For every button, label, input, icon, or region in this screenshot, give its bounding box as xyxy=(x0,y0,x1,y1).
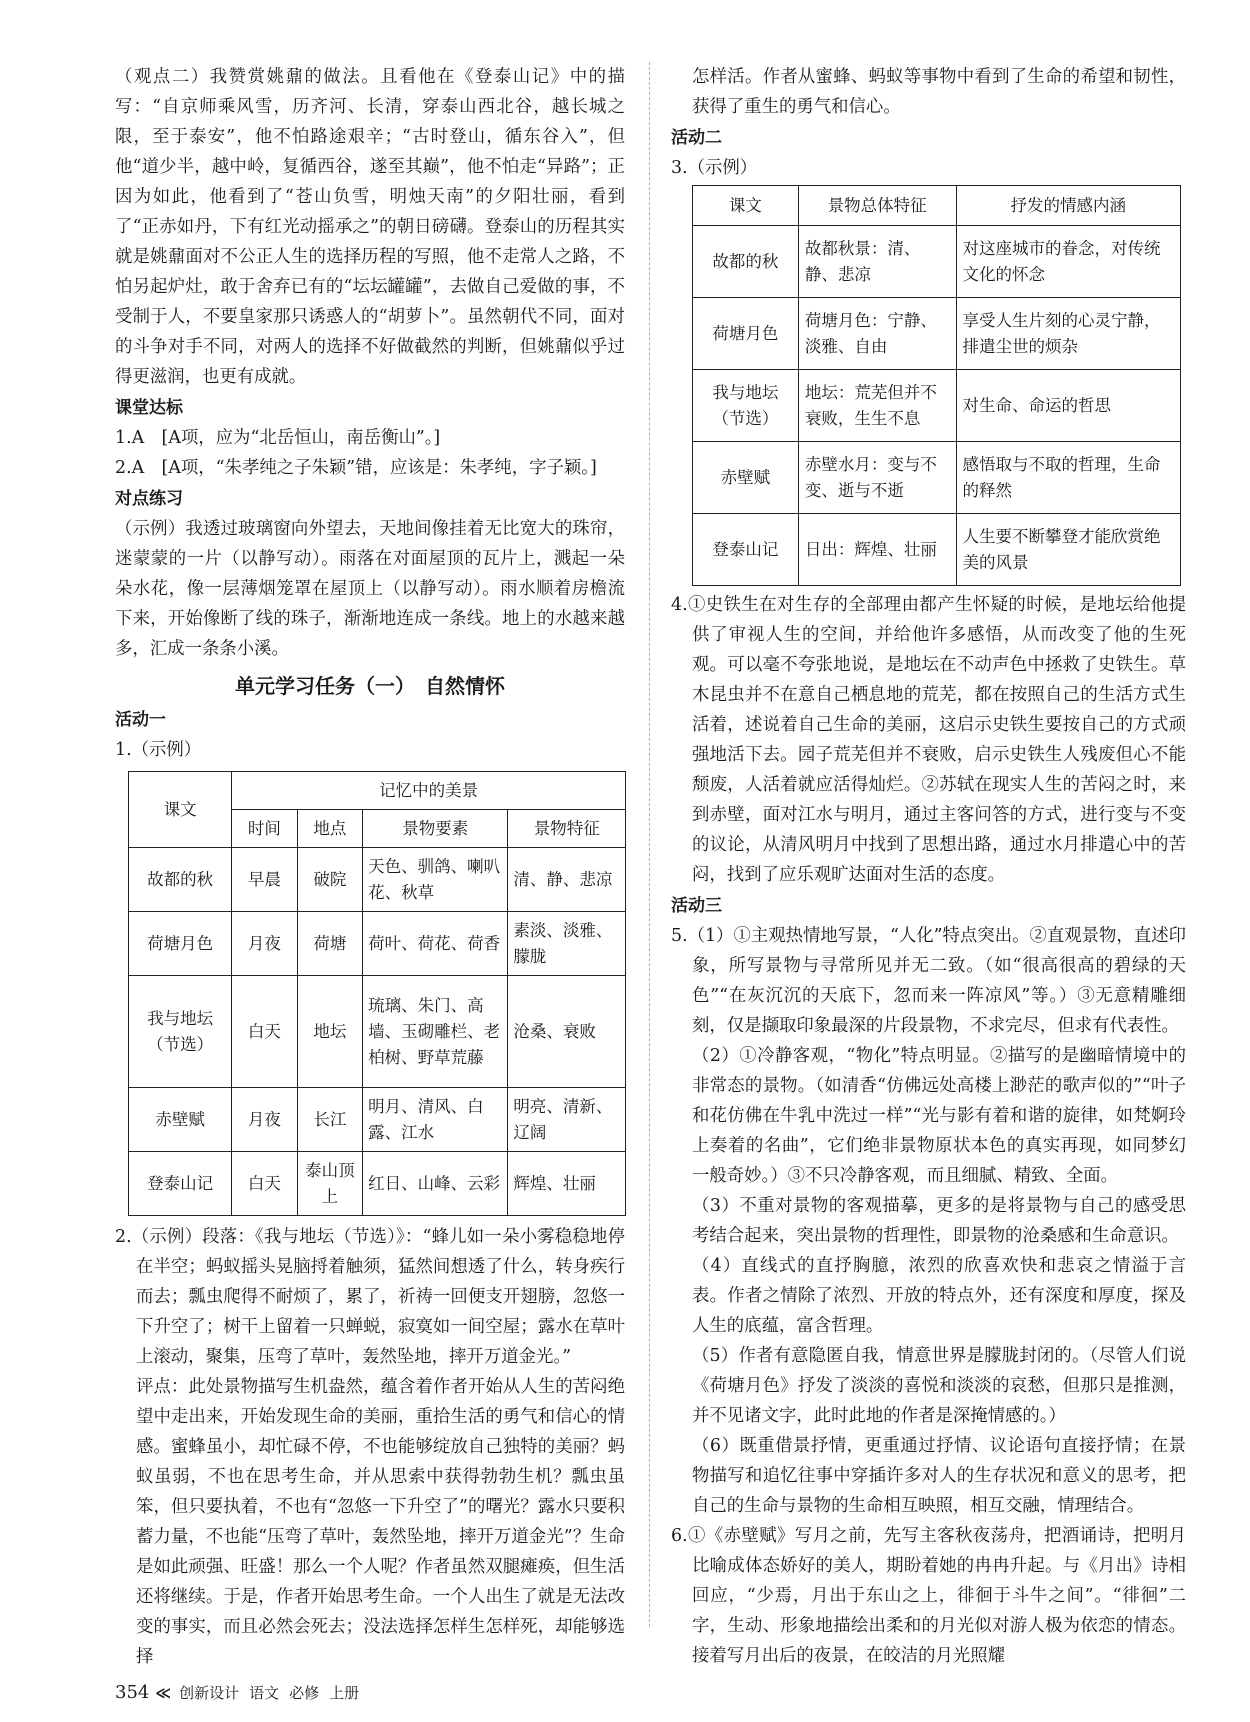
classroom-item: 2.A [A项，“朱孝纯之子朱颖”错，应该是：朱孝纯，字子颖。] xyxy=(115,458,597,478)
footer-brand: 创新设计 xyxy=(179,1684,240,1702)
q6-paragraph: 6.①《赤壁赋》写月之前，先写主客秋夜荡舟，把酒诵诗，把明月比喻成体态娇好的美人，期盼着她的冉冉升起。与《月出》诗相回应，“少焉，月出于东山之上，徘徊于斗牛之间”。“徘徊”二字，生动、形象地描绘出柔和的月光似对游人极为依恋的情态。接着写月出后的夜景，在皎洁的月光照耀 xyxy=(671,1526,1186,1666)
table-row xyxy=(693,514,1181,586)
section-heading-practice: 对点练习 xyxy=(115,489,183,509)
table-header-cell: 抒发的情感内涵 xyxy=(956,186,1181,226)
page-footer xyxy=(115,1682,369,1704)
table-header-cell: 时间 xyxy=(232,810,297,848)
scenery-table xyxy=(128,771,626,1216)
table-cell: 对这座城市的眷念，对传统文化的怀念 xyxy=(956,226,1181,298)
table-cell: 日出：辉煌、壮丽 xyxy=(798,514,956,586)
table-cell: 享受人生片刻的心灵宁静，排遣尘世的烦杂 xyxy=(956,298,1181,370)
q5-paragraph: （5）作者有意隐匿自我，情意世界是朦胧封闭的。（尽管人们说《荷塘月色》抒发了淡淡的喜悦和淡淡的哀愁，但那只是推测，并不见诸文字，此时此地的作者是深掩情感的。） xyxy=(692,1346,1186,1426)
table-cell: 月夜 xyxy=(232,1088,297,1152)
q2-intro-paragraph: 2.（示例）段落：《我与地坛（节选）》：“蜂儿如一朵小雾稳稳地停在半空；蚂蚁摇头晃脑捋着触须，猛然间想透了什么，转身疾行而去；瓢虫爬得不耐烦了，累了，祈祷一回便支开翅膀，忽悠一下升空了；树干上留着一只蝉蜕，寂寞如一间空屋；露水在草叶上滚动，聚集，压弯了草叶，轰然坠地，摔开万道金光。” xyxy=(115,1227,625,1367)
table-header-cell: 地点 xyxy=(297,810,362,848)
footer-part: 上册 xyxy=(329,1684,360,1702)
table-row xyxy=(129,1152,626,1216)
q5-paragraph: 5.（1）①主观热情地写景，“人化”特点突出。②直观景物，直述印象，所写景物与寻常所见并无二致。（如“很高很高的碧绿的天色”“在灰沉沉的天底下，忽而来一阵凉风”等。）③无意精雕细刻，仅是撷取印象最深的片段景物，不求完尽，但求有代表性。 xyxy=(671,926,1186,1036)
table-cell: 月夜 xyxy=(232,912,297,976)
table-cell: 故都的秋 xyxy=(693,226,799,298)
table-cell: 赤壁水月：变与不变、逝与不逝 xyxy=(798,442,956,514)
chevron-left-icon: ≪ xyxy=(155,1684,172,1702)
table-cell: 荷塘月色：宁静、淡雅、自由 xyxy=(798,298,956,370)
table-cell: 登泰山记 xyxy=(129,1152,232,1216)
table-cell: 白天 xyxy=(232,976,297,1088)
table-row xyxy=(693,442,1181,514)
table-cell: 红日、山峰、云彩 xyxy=(363,1152,508,1216)
activity-heading: 活动二 xyxy=(671,128,722,148)
table-cell: 感悟取与不取的哲理，生命的释然 xyxy=(956,442,1181,514)
table-cell: 荷塘 xyxy=(297,912,362,976)
table-cell: 天色、驯鸽、喇叭花、秋草 xyxy=(363,848,508,912)
table-cell: 长江 xyxy=(297,1088,362,1152)
q5-paragraph: （2）①冷静客观，“物化”特点明显。②描写的是幽暗情境中的非常态的景物。（如清香“仿佛远处高楼上渺茫的歌声似的”“叶子和花仿佛在牛乳中洗过一样”“光与影有着和谐的旋律，如梵婀玲上奏着的名曲”，它们绝非景物原状本色的真实再现，如同梦幻一般奇妙。）③不只冷静客观，而且细腻、精致、全面。 xyxy=(692,1046,1186,1186)
table-row xyxy=(129,912,626,976)
table-row xyxy=(693,370,1181,442)
activity-heading: 活动一 xyxy=(115,710,166,730)
question-label: 1.（示例） xyxy=(115,740,202,760)
table-cell: 人生要不断攀登才能欣赏绝美的风景 xyxy=(956,514,1181,586)
classroom-item: 1.A [A项，应为“北岳恒山，南岳衡山”。] xyxy=(115,428,441,448)
table-row xyxy=(129,1088,626,1152)
table-cell: 素淡、淡雅、朦胧 xyxy=(508,912,626,976)
q5-paragraph: （3）不重对景物的客观描摹，更多的是将景物与自己的感受思考结合起来，突出景物的哲理性，即景物的沧桑感和生命意识。 xyxy=(692,1196,1186,1246)
table-row xyxy=(693,226,1181,298)
table-cell: 故都秋景：清、静、悲凉 xyxy=(798,226,956,298)
left-column xyxy=(115,62,625,1672)
table-cell: 琉璃、朱门、高墙、玉砌雕栏、老柏树、野草荒藤 xyxy=(363,976,508,1088)
view2-paragraph: （观点二）我赞赏姚鼐的做法。且看他在《登泰山记》中的描写：“自京师乘风雪，历齐河、长清，穿泰山西北谷，越长城之限，至于泰安”，他不怕路途艰辛；“古时登山，循东谷入”，但他“道少半，越中岭，复循西谷，遂至其巅”，他不怕走“异路”；正因为如此，他看到了“苍山负雪，明烛天南”的夕阳壮丽，看到了“正赤如丹，下有红光动摇承之”的朝日磅礴。登泰山的历程其实就是姚鼐面对不公正人生的选择历程的写照，他不走常人之路，不怕另起炉灶，敢于舍弃已有的“坛坛罐罐”，去做自己爱做的事，不受制于人，不要皇家那只诱惑人的“胡萝卜”。虽然朝代不同，面对的斗争对手不同，对两人的选择不好做截然的判断，但姚鼐似乎过得更滋润，也更有成就。 xyxy=(115,67,625,387)
q2-comment-paragraph: 评点：此处景物描写生机盎然，蕴含着作者开始从人生的苦闷绝望中走出来，开始发现生命的美丽，重拾生活的勇气和信心的情感。蜜蜂虽小，却忙碌不停，不也能够绽放自己独特的美丽？蚂蚁虽弱，不也在思考生命，并从思索中获得勃勃生机？瓢虫虽笨，但只要执着，不也有“忽悠一下升空了”的曙光？露水只要积蓄力量，不也能“压弯了草叶，轰然坠地，摔开万道金光”？生命是如此顽强、旺盛！那么一个人呢？作者虽然双腿瘫痪，但生活还将继续。于是，作者开始思考生命。一个人出生了就是无法改变的事实，而且必然会死去；没法选择怎样生怎样死，却能够选择 xyxy=(136,1377,625,1667)
table-cell: 赤壁赋 xyxy=(693,442,799,514)
table-header-cell: 景物要素 xyxy=(363,810,508,848)
section-heading-classroom: 课堂达标 xyxy=(115,398,183,418)
table-cell: 登泰山记 xyxy=(693,514,799,586)
table-header-group: 记忆中的美景 xyxy=(232,772,626,810)
table-cell: 早晨 xyxy=(232,848,297,912)
footer-subject: 语文 xyxy=(249,1684,280,1702)
table-header-cell: 景物总体特征 xyxy=(798,186,956,226)
question-label: 3.（示例） xyxy=(671,158,758,178)
emotion-table xyxy=(692,185,1181,586)
unit-title: 单元学习任务（一） 自然情怀 xyxy=(235,674,505,698)
table-cell: 明亮、清新、辽阔 xyxy=(508,1088,626,1152)
practice-paragraph: （示例）我透过玻璃窗向外望去，天地间像挂着无比宽大的珠帘，迷蒙蒙的一片（以静写动）。雨落在对面屋顶的瓦片上，溅起一朵朵水花，像一层薄烟笼罩在屋顶上（以静写动）。雨水顺着房檐流下来，开始像断了线的珠子，渐渐地连成一条线。地上的水越来越多，汇成一条条小溪。 xyxy=(115,519,625,659)
table-cell: 我与地坛（节选） xyxy=(129,976,232,1088)
table-cell: 明月、清风、白露、江水 xyxy=(363,1088,508,1152)
table-cell: 地坛 xyxy=(297,976,362,1088)
table-cell: 荷叶、荷花、荷香 xyxy=(363,912,508,976)
table-cell: 地坛：荒芜但并不衰败，生生不息 xyxy=(798,370,956,442)
footer-volume: 必修 xyxy=(289,1684,320,1702)
table-cell: 白天 xyxy=(232,1152,297,1216)
table-row xyxy=(129,848,626,912)
table-cell: 赤壁赋 xyxy=(129,1088,232,1152)
table-cell: 荷塘月色 xyxy=(693,298,799,370)
table-cell: 荷塘月色 xyxy=(129,912,232,976)
table-cell: 辉煌、壮丽 xyxy=(508,1152,626,1216)
table-row xyxy=(693,298,1181,370)
table-cell: 我与地坛（节选） xyxy=(693,370,799,442)
right-column xyxy=(671,62,1186,1671)
table-cell: 对生命、命运的哲思 xyxy=(956,370,1181,442)
activity-heading: 活动三 xyxy=(671,896,722,916)
table-row xyxy=(129,976,626,1088)
q4-paragraph: 4.①史铁生在对生存的全部理由都产生怀疑的时候，是地坛给他提供了审视人生的空间，并给他许多感悟，从而改变了他的生死观。可以毫不夸张地说，是地坛在不动声色中拯救了史铁生。草木昆虫并不在意自己栖息地的荒芜，都在按照自己的生活方式生活着，述说着自己生命的美丽，这启示史铁生要按自己的方式顽强地活下去。园子荒芜但并不衰败，启示史铁生人残废但心不能颓废，人活着就应活得灿烂。②苏轼在现实人生的苦闷之时，来到赤壁，面对江水与明月，通过主客问答的方式，进行变与不变的议论，从清风明月中找到了思想出路，通过水月排遣心中的苦闷，找到了应乐观旷达面对生活的态度。 xyxy=(671,595,1186,885)
page-number: 354 xyxy=(115,1682,150,1703)
table-header-cell: 课文 xyxy=(129,772,232,848)
table-header-cell: 课文 xyxy=(693,186,799,226)
q5-paragraph: （6）既重借景抒情，更重通过抒情、议论语句直接抒情；在景物描写和追忆往事中穿插许多对人的生存状况和意义的思考，把自己的生命与景物的生命相互映照，相互交融，情理结合。 xyxy=(692,1436,1186,1516)
table-cell: 清、静、悲凉 xyxy=(508,848,626,912)
table-header-cell: 景物特征 xyxy=(508,810,626,848)
table-cell: 故都的秋 xyxy=(129,848,232,912)
table-cell: 泰山顶上 xyxy=(297,1152,362,1216)
column-divider xyxy=(649,62,650,1627)
table-cell: 沧桑、衰败 xyxy=(508,976,626,1088)
continued-paragraph: 怎样活。作者从蜜蜂、蚂蚁等事物中看到了生命的希望和韧性，获得了重生的勇气和信心。 xyxy=(692,67,1186,117)
q5-paragraph: （4）直线式的直抒胸臆，浓烈的欣喜欢快和悲哀之情溢于言表。作者之情除了浓烈、开放的特点外，还有深度和厚度，探及人生的底蕴，富含哲理。 xyxy=(692,1256,1186,1336)
table-cell: 破院 xyxy=(297,848,362,912)
